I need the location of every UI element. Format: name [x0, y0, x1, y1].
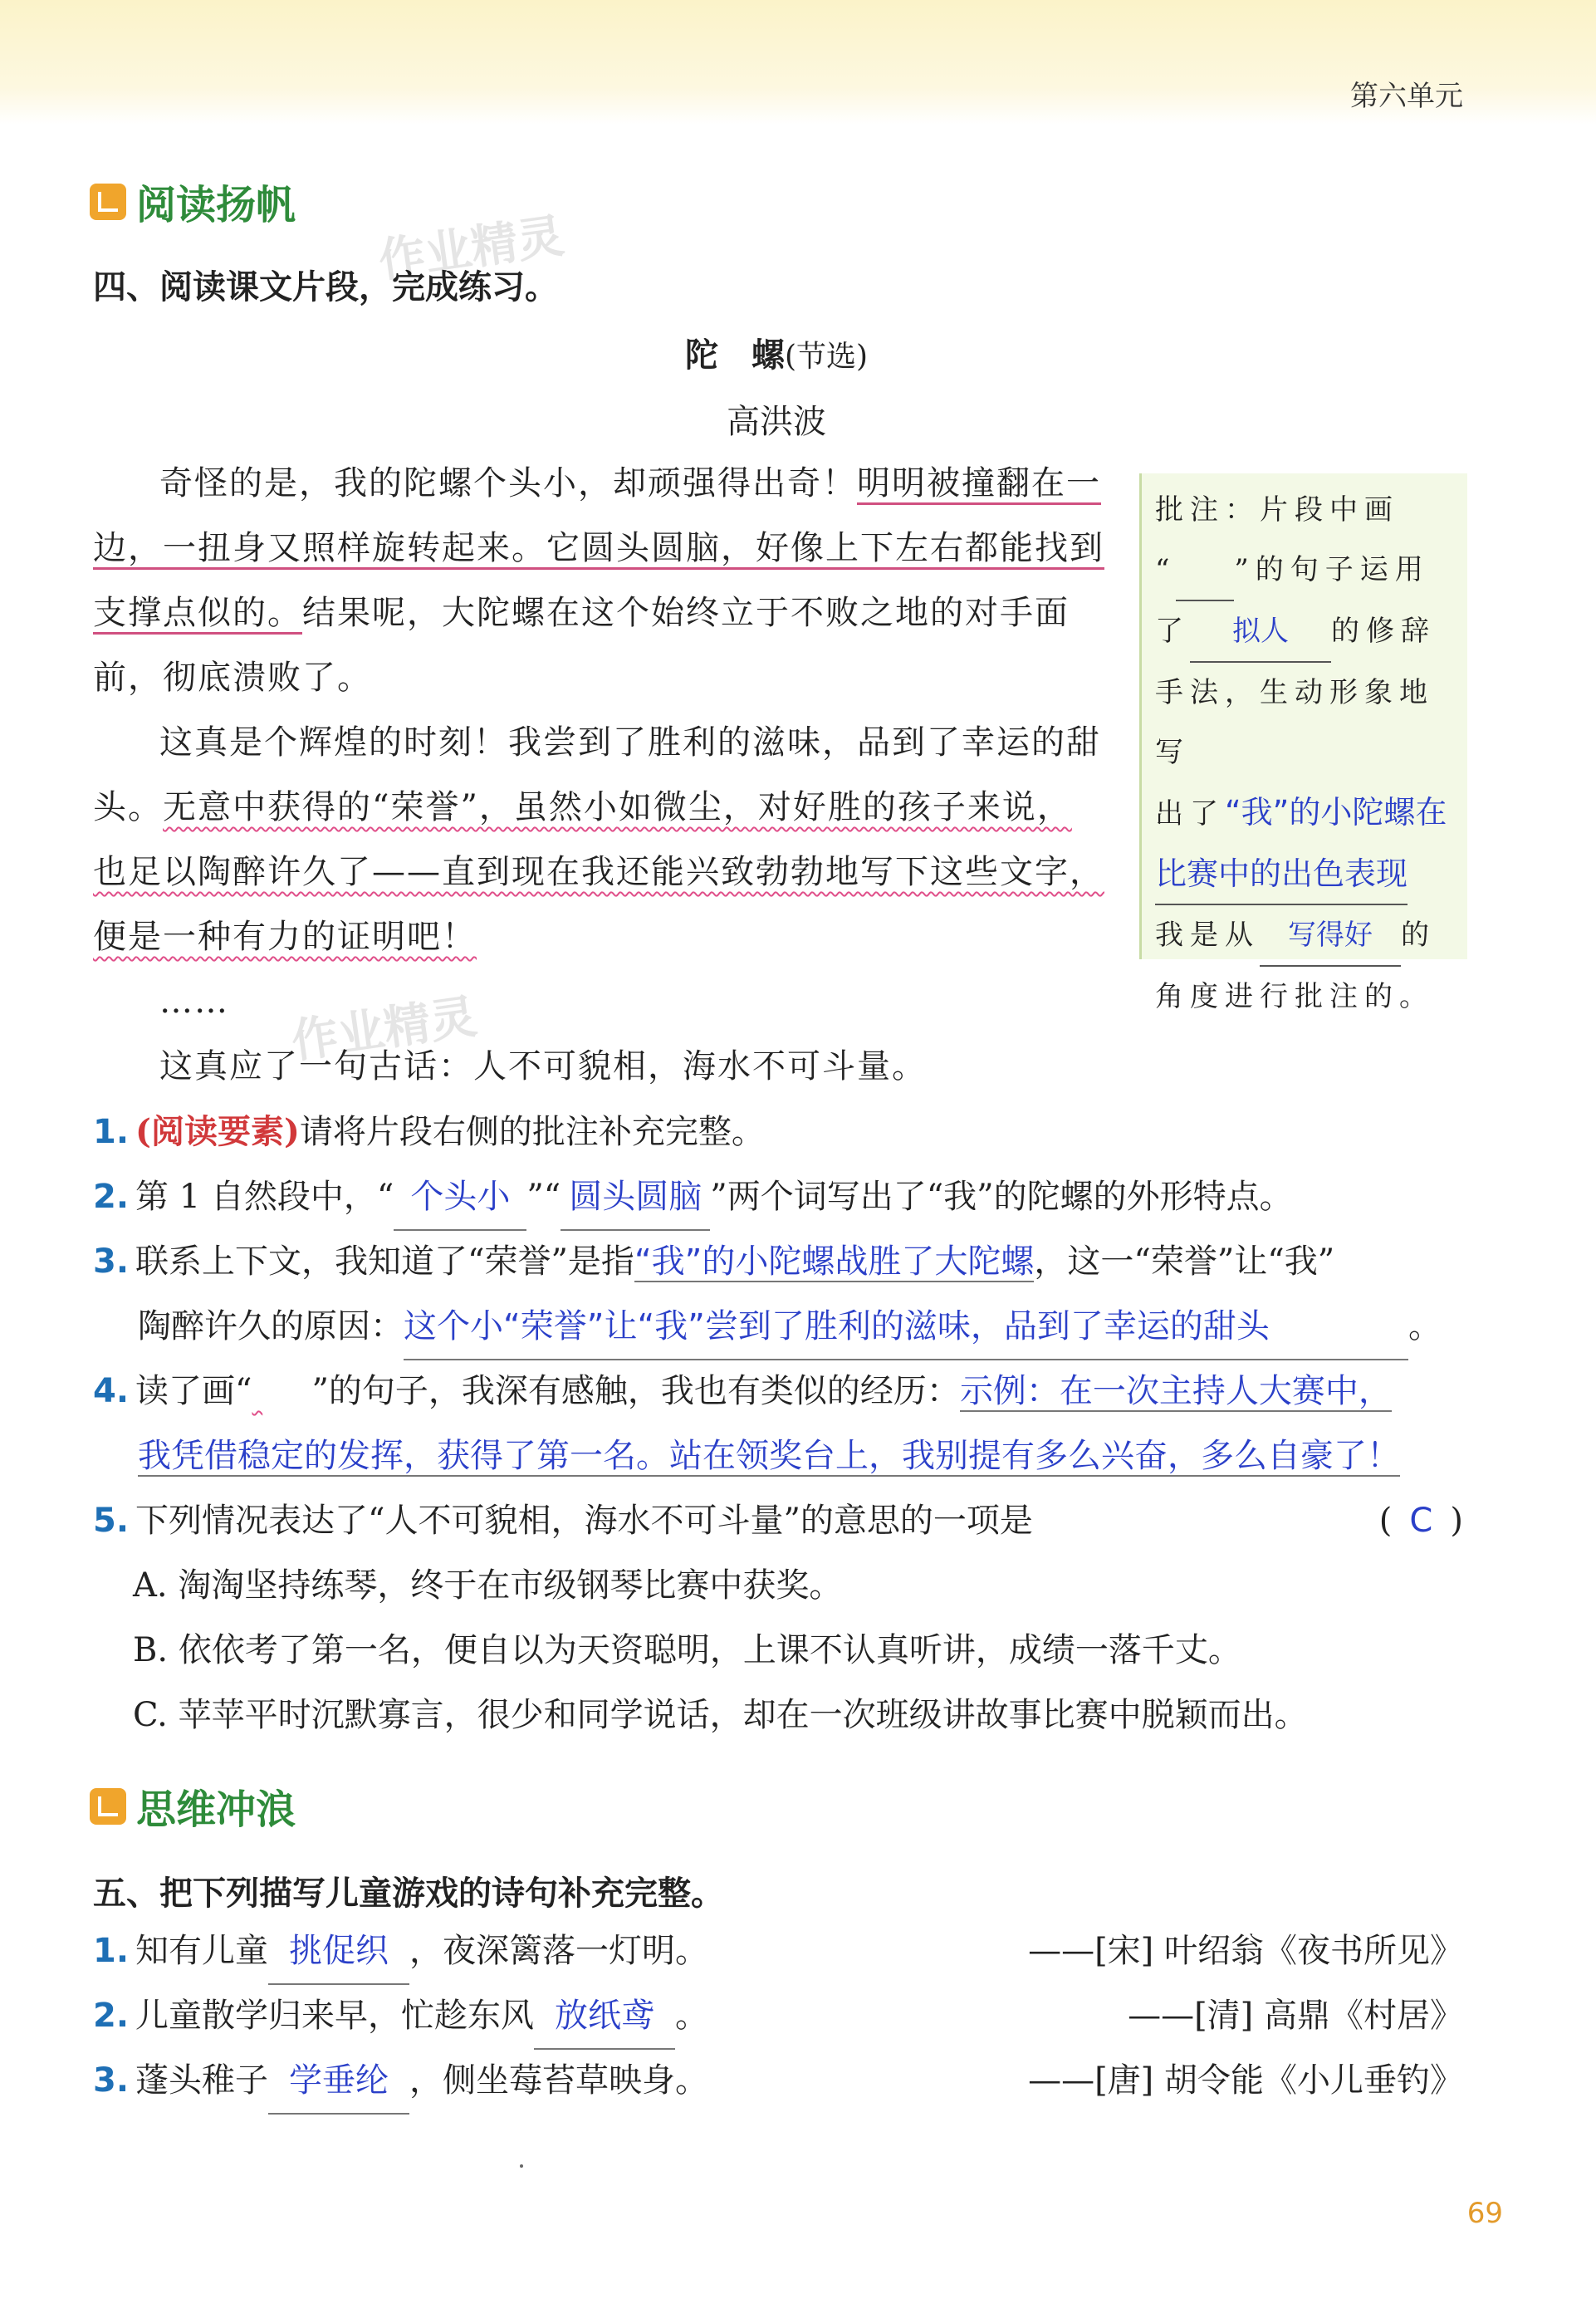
part4-heading: 四、阅读课文片段，完成练习。 — [93, 268, 558, 306]
annot-answer-1[interactable]: 拟人 — [1190, 601, 1331, 663]
annot-line-4: 手法，生动形象地写 — [1155, 676, 1434, 769]
annot-answer-3[interactable]: 写得好 — [1260, 905, 1401, 967]
page-number: 69 — [1466, 2197, 1503, 2230]
question-2: 2. 第 1 自然段中，“ 个头小 ”“ 圆头圆脑 ”两个词写出了“我”的陀螺的外形特点。 — [93, 1164, 1293, 1231]
sail-icon — [90, 184, 126, 220]
annot-line-5: 出了“我”的小陀螺在 — [1155, 794, 1447, 831]
p1-text-b: 结果呢，大陀螺在这个始终立于不败之地的对手面前，彻底溃败了。 — [93, 594, 1070, 697]
annot-line-2: “ ”的句子运用 — [1155, 540, 1462, 601]
poem-source-3: ——[唐] 胡令能《小儿垂钓》 — [1028, 2061, 1463, 2100]
poem-answer-2[interactable]: 放纸鸢 — [534, 1983, 675, 2050]
passage-title-text: 陀 螺 — [684, 336, 785, 375]
section-thinking — [90, 1777, 296, 1835]
annot-line-6 — [1155, 844, 1462, 905]
paragraph-3: 这真应了一句古话：人不可貌相，海水不可斗量。 — [159, 1047, 927, 1086]
p2-wavy-underlined: 无意中获得的“荣誉”，虽然小如微尘，对好胜的孩子来说，也足以陶醉许久了——直到现在我还能兴致勃勃地写下这些文字，便是一种有力的证明吧！ — [93, 788, 1104, 956]
question-5: 5. 下列情况表达了“人不可貌相，海水不可斗量”的意思的一项是 ( C ) — [93, 1488, 1463, 1553]
decorative-dot — [520, 2164, 523, 2168]
p2-text-a: 这真是个辉煌的时刻！我尝到了胜利的滋味，品到了幸运的甜头。 — [93, 723, 1101, 826]
question-4-line-2 — [138, 1424, 1400, 1488]
watermark: 作业精灵 — [288, 989, 481, 1070]
passage — [93, 451, 1106, 1099]
q3-answer-2[interactable]: 这个小“荣誉”让“我”尝到了胜利的滋味，品到了幸运的甜头 — [404, 1294, 1408, 1360]
option-b: B. 依依考了第一名，便自以为天资聪明，上课不认真听讲，成绩一落千丈。 — [133, 1631, 1241, 1669]
q2-answer-1[interactable]: 个头小 — [394, 1164, 526, 1231]
annot-answer-2a[interactable]: “我”的小陀螺在 — [1225, 794, 1447, 831]
annot-line-7: 我是从 写得好 的 — [1155, 905, 1462, 967]
watermark: 作业精灵 — [375, 208, 568, 289]
section-reading-title: 阅读扬帆 — [136, 182, 296, 228]
annot-line-3: 了 拟人 的修辞 — [1155, 601, 1462, 663]
q5-answer-paren: ( C ) — [1379, 1488, 1463, 1553]
p1-underlined: 明明被撞翻在一边，一扭身又照样旋转起来。它圆头圆脑，好像上下左右都能找到支撑点似的。 — [93, 464, 1104, 635]
option-c: C. 苹苹平时沉默寡言，很少和同学说话，却在一次班级讲故事比赛中脱颖而出。 — [133, 1696, 1308, 1734]
q4-answer-2[interactable]: 我凭借稳定的发挥，获得了第一名。站在领奖台上，我别提有多么兴奋，多么自豪了！ — [138, 1437, 1400, 1475]
q3-answer-1[interactable]: “我”的小陀螺战胜了大陀螺 — [634, 1242, 1035, 1281]
underline-mark-blank — [1176, 540, 1234, 601]
q5-answer[interactable]: C — [1409, 1502, 1433, 1540]
q4-answer-1[interactable]: 示例：在一次主持人大赛中， — [959, 1372, 1392, 1410]
paragraph-1 — [93, 451, 1106, 710]
section-thinking-title: 思维冲浪 — [136, 1786, 296, 1833]
annotation-box — [1139, 473, 1467, 1013]
poem-line-3: 3. 蓬头稚子 学垂纶 ，侧坐莓苔草映身。 — [93, 2048, 708, 2115]
poem-line-1: 1. 知有儿童 挑促织 ，夜深篱落一灯明。 — [93, 1919, 708, 1985]
annot-line-1: 批注：片段中画 — [1155, 493, 1399, 527]
passage-title-note: (节选) — [784, 340, 869, 374]
passage-author: 高洪波 — [727, 403, 826, 441]
unit-label: 第六单元 — [1350, 80, 1463, 113]
question-3-line-1: 3. 联系上下文，我知道了“荣誉”是指“我”的小陀螺战胜了大陀螺，这一“荣誉”让“我” — [93, 1242, 1335, 1281]
reading-element-tag: (阅读要素) — [135, 1112, 300, 1151]
part5-heading: 五、把下列描写儿童游戏的诗句补充完整。 — [93, 1875, 724, 1913]
option-a: A. 淘淘坚持练琴，终于在市级钢琴比赛中获奖。 — [133, 1566, 843, 1605]
poem-line-2: 2. 儿童散学归来早，忙趁东风 放纸鸢 。 — [93, 1983, 708, 2050]
annot-line-8: 角度进行批注的。 — [1155, 980, 1434, 1013]
wavy-mark-sample — [252, 1359, 311, 1424]
ellipsis: …… — [159, 983, 229, 1021]
question-1: 1. (阅读要素)请将片段右侧的批注补充完整。 — [93, 1112, 765, 1151]
question-4-line-1: 4. 读了画“ ”的句子，我深有感触，我也有类似的经历：示例：在一次主持人大赛中， — [93, 1359, 1392, 1424]
wave-icon — [90, 1788, 126, 1825]
poem-answer-1[interactable]: 挑促织 — [268, 1919, 409, 1985]
poem-source-2: ——[清] 高鼎《村居》 — [1128, 1997, 1463, 2035]
poem-answer-3[interactable]: 学垂纶 — [268, 2048, 409, 2115]
p1-text-a: 奇怪的是，我的陀螺个头小，却顽强得出奇！ — [159, 464, 857, 502]
section-reading — [90, 173, 296, 230]
poem-source-1: ——[宋] 叶绍翁《夜书所见》 — [1028, 1932, 1463, 1970]
paragraph-2 — [93, 710, 1106, 969]
question-3-line-2: 陶醉许久的原因：这个小“荣誉”让“我”尝到了胜利的滋味，品到了幸运的甜头 。 — [138, 1294, 1442, 1360]
passage-title — [0, 329, 1553, 376]
q2-answer-2[interactable]: 圆头圆脑 — [561, 1164, 710, 1231]
annot-answer-2b[interactable]: 比赛中的出色表现 — [1155, 844, 1408, 905]
